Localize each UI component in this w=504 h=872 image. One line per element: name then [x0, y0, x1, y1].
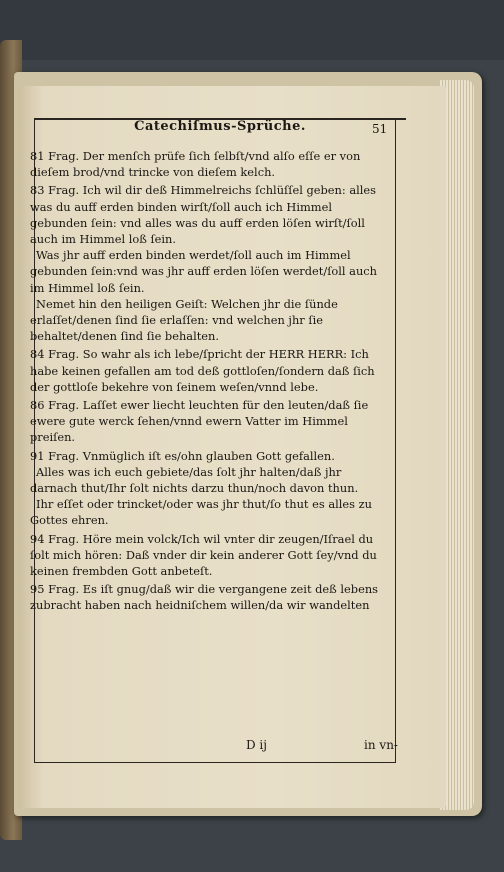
paragraph-q81: 81 Frag. Der menſch prüfe ſich ſelbſt/vnd alſo eſſe er von dieſem brod/vnd trincke von dieſem kelch. — [30, 149, 361, 180]
page-text — [30, 146, 392, 614]
paragraph-q95: 95 Frag. Es iſt gnug/daß wir die vergangene zeit deß lebens zubracht haben nach heidniſchem willen/da wir wandelten — [30, 582, 378, 613]
paragraph-q94: 94 Frag. Höre mein volck/Ich wil vnter dir zeugen/Iſrael du ſolt mich hören: Daß vnder dir kein anderer Gott ſey/vnd du keinen frembden Gott anbeteſt. — [30, 531, 377, 579]
paragraph-q91-c: Ihr eſſet oder trincket/oder was jhr thut/ſo thut es alles zu Gottes ehren. — [30, 497, 372, 528]
paragraph-q84: 84 Frag. So wahr als ich lebe/ſpricht der HERR HERR: Ich habe keinen gefallen am tod deß gottloſen/ſondern daß ſich der gottloſe bekehre von ſeinem weſen/vnnd lebe. — [30, 347, 375, 394]
paragraph-q83: 83 Frag. Ich wil dir deß Himmelreichs ſchlüſſel geben: alles was du auff erden binden wirſt/ſoll auch ich Himmel gebunden ſein: vnd alles was du auff erden löſen wirſt/ſoll auch im Himmel loß ſein. — [30, 183, 376, 247]
page-number: 51 — [372, 122, 388, 136]
paragraph-q86: 86 Frag. Laſſet ewer liecht leuchten für den leuten/daß ſie ewere gute werck ſehen/vnnd ewern Vatter im Himmel preiſen. — [30, 398, 369, 445]
paragraph-q91-b: Alles was ich euch gebiete/das ſolt jhr halten/daß jhr darnach thut/Ihr ſolt nichts darzu thun/noch davon thun. — [30, 464, 359, 496]
page-footer — [34, 738, 400, 758]
paragraph-q83-b: Was jhr auff erden binden werdet/ſoll auch im Himmel gebunden ſein:vnd was jhr auff erden löſen werdet/ſoll auch im Himmel loß ſein. — [30, 248, 378, 295]
paragraph-q91: 91 Frag. Vnmüglich iſt es/ohn glauben Gott gefallen. — [30, 448, 335, 463]
background — [0, 0, 504, 60]
catchword: in vn- — [364, 738, 398, 752]
paragraph-q83-c: Nemet hin den heiligen Geiſt: Welchen jhr die ſünde erlaſſet/denen ſind ſie erlaſſen: vnd welchen jhr ſie behaltet/denen ſind ſie behalten. — [30, 296, 338, 344]
running-header: Catechiſmus-Sprüche. — [134, 119, 306, 134]
signature-mark: D ij — [246, 738, 267, 752]
